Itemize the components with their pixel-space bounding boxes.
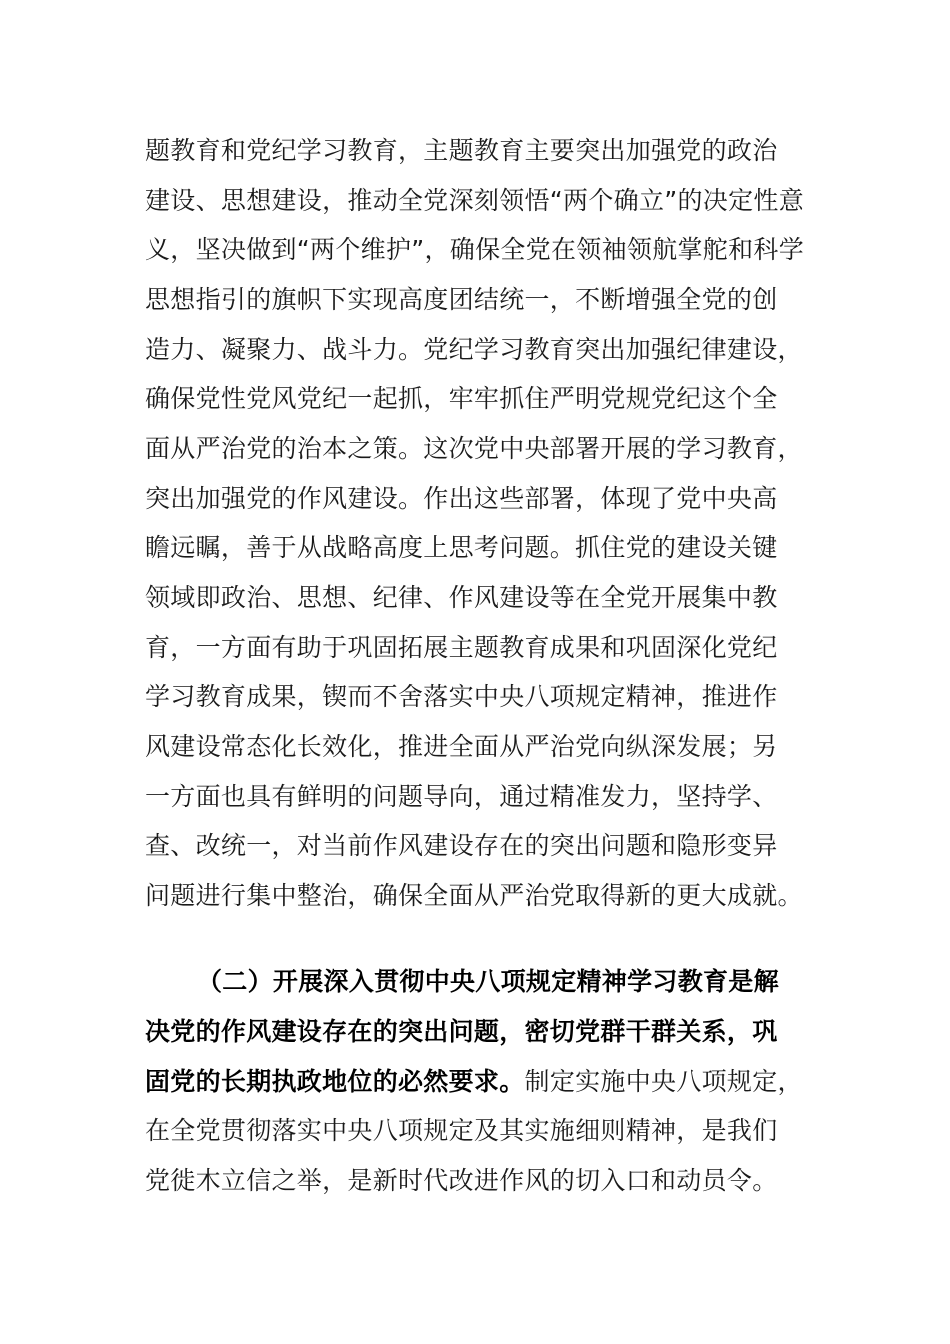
section-heading-line: 决党的作风建设存在的突出问题，密切党群干群关系，巩: [145, 1017, 778, 1046]
paragraph-line: [145, 1065, 803, 1099]
section-heading-line: （二）开展深入贯彻中央八项规定精神学习教育是解: [197, 967, 779, 996]
paragraph-line: 突出加强党的作风建设。作出这些部署，体现了党中央高: [145, 484, 778, 513]
paragraph-line: 建设、思想建设，推动全党深刻领悟“两个确立”的决定性意: [145, 186, 805, 215]
paragraph-line: 面从严治党的治本之策。这次党中央部署开展的学习教育，: [145, 434, 803, 463]
section-heading-end: 固党的长期执政地位的必然要求。: [145, 1067, 525, 1096]
paragraph-line: 查、改统一，对当前作风建设存在的突出问题和隐形变异: [145, 831, 778, 860]
paragraph-line: 在全党贯彻落实中央八项规定及其实施细则精神，是我们: [145, 1116, 778, 1145]
paragraph-line: 思想指引的旗帜下实现高度团结统一，不断增强全党的创: [145, 285, 778, 314]
paragraph-line: 义，坚决做到“两个维护”，确保全党在领袖领航掌舵和科学: [145, 235, 805, 264]
paragraph-line: 瞻远瞩，善于从战略高度上思考问题。抓住党的建设关键: [145, 533, 778, 562]
paragraph-line: 学习教育成果，锲而不舍落实中央八项规定精神，推进作: [145, 682, 778, 711]
paragraph-line: 领域即政治、思想、纪律、作风建设等在全党开展集中教: [145, 583, 778, 612]
paragraph-line: 党徙木立信之举，是新时代改进作风的切入口和动员令。: [145, 1166, 778, 1195]
paragraph-line: 风建设常态化长效化，推进全面从严治党向纵深发展；另: [145, 732, 778, 761]
paragraph-line: 育，一方面有助于巩固拓展主题教育成果和巩固深化党纪: [145, 633, 778, 662]
paragraph-line: 题教育和党纪学习教育，主题教育主要突出加强党的政治: [145, 136, 778, 165]
paragraph-line: 问题进行集中整治，确保全面从严治党取得新的更大成就。: [145, 881, 803, 910]
paragraph-text: 制定实施中央八项规定，: [524, 1067, 803, 1096]
paragraph-line: 确保党性党风党纪一起抓，牢牢抓住严明党规党纪这个全: [145, 384, 778, 413]
paragraph-line: 一方面也具有鲜明的问题导向，通过精准发力，坚持学、: [145, 782, 778, 811]
paragraph-line: 造力、凝聚力、战斗力。党纪学习教育突出加强纪律建设，: [145, 335, 803, 364]
